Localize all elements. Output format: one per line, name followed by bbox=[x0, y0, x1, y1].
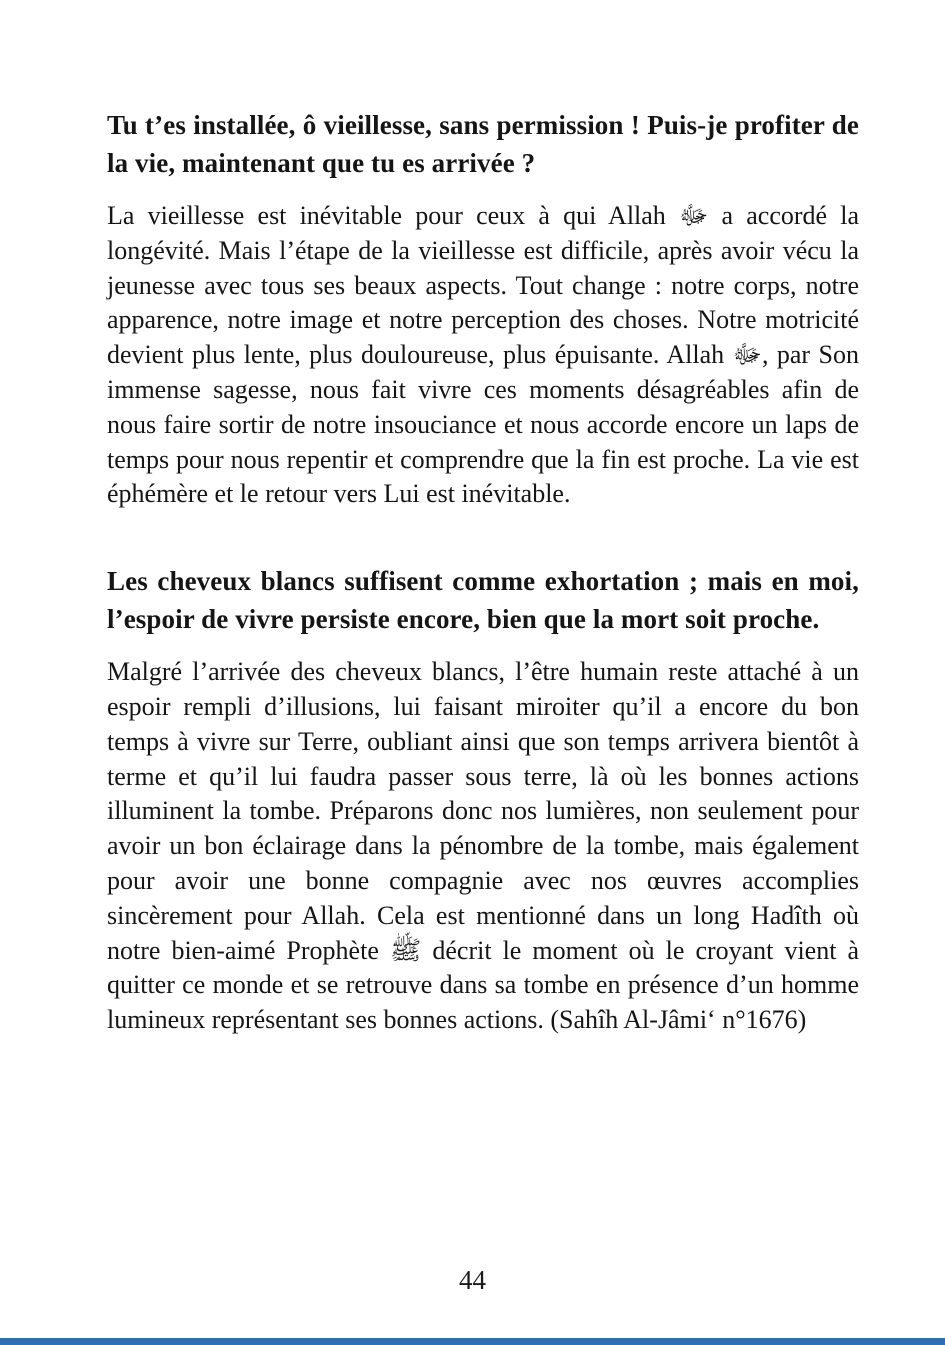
section-old-age bbox=[107, 106, 859, 512]
page-number: 44 bbox=[459, 1265, 486, 1295]
section-heading-white-hair: Les cheveux blancs suffisent comme exhortation ; mais en moi, l’espoir de vivre persiste encore, bien que la mort soit proche. bbox=[107, 566, 859, 635]
footer-accent-bar bbox=[0, 1338, 945, 1345]
section-heading-old-age: Tu t’es installée, ô vieillesse, sans permission ! Puis-je profiter de la vie, maintenant que tu es arrivée ? bbox=[107, 110, 859, 178]
section-white-hair bbox=[107, 562, 859, 1038]
section-body-white-hair: Malgré l’arrivée des cheveux blancs, l’être humain reste attaché à un espoir rempli d’illusions, lui faisant miroiter qu’il a encore du bon temps à vivre sur Terre, oubliant ainsi que son temps arrivera bientôt à terme et qu’il lui faudra passer sous terre, là où les bonnes actions illuminent la tombe. Préparons donc nos lumières, non seulement pour avoir un bon éclairage dans la pénombre de la tombe, mais également pour avoir une bonne compagnie avec nos œuvres accomplies sincèrement pour Allah. Cela est mentionné dans un long Hadîth où notre bien-aimé Prophète ﷺ décrit le moment où le croyant vient à quitter ce monde et se retrouve dans sa tombe en présence d’un homme lumineux représentant ses bonnes actions. (Sahîh Al-Jâmi‘ n°1676) bbox=[107, 657, 860, 1035]
section-body-old-age: La vieillesse est inévitable pour ceux à qui Allah ﷻ a accordé la longévité. Mais l’étape de la vieillesse est difficile, après avoir vécu la jeunesse avec tous ses beaux aspects. Tout change : notre corps, notre apparence, notre image et notre perception des choses. Notre motricité devient plus lente, plus douloureuse, plus épuisante. Allah ﷻ, par Son immense sagesse, nous fait vivre ces moments désagréables afin de nous faire sortir de notre insouciance et nous accorde encore un laps de temps pour nous repentir et comprendre que la fin est proche. La vie est éphémère et le retour vers Lui est inévitable. bbox=[107, 201, 859, 509]
